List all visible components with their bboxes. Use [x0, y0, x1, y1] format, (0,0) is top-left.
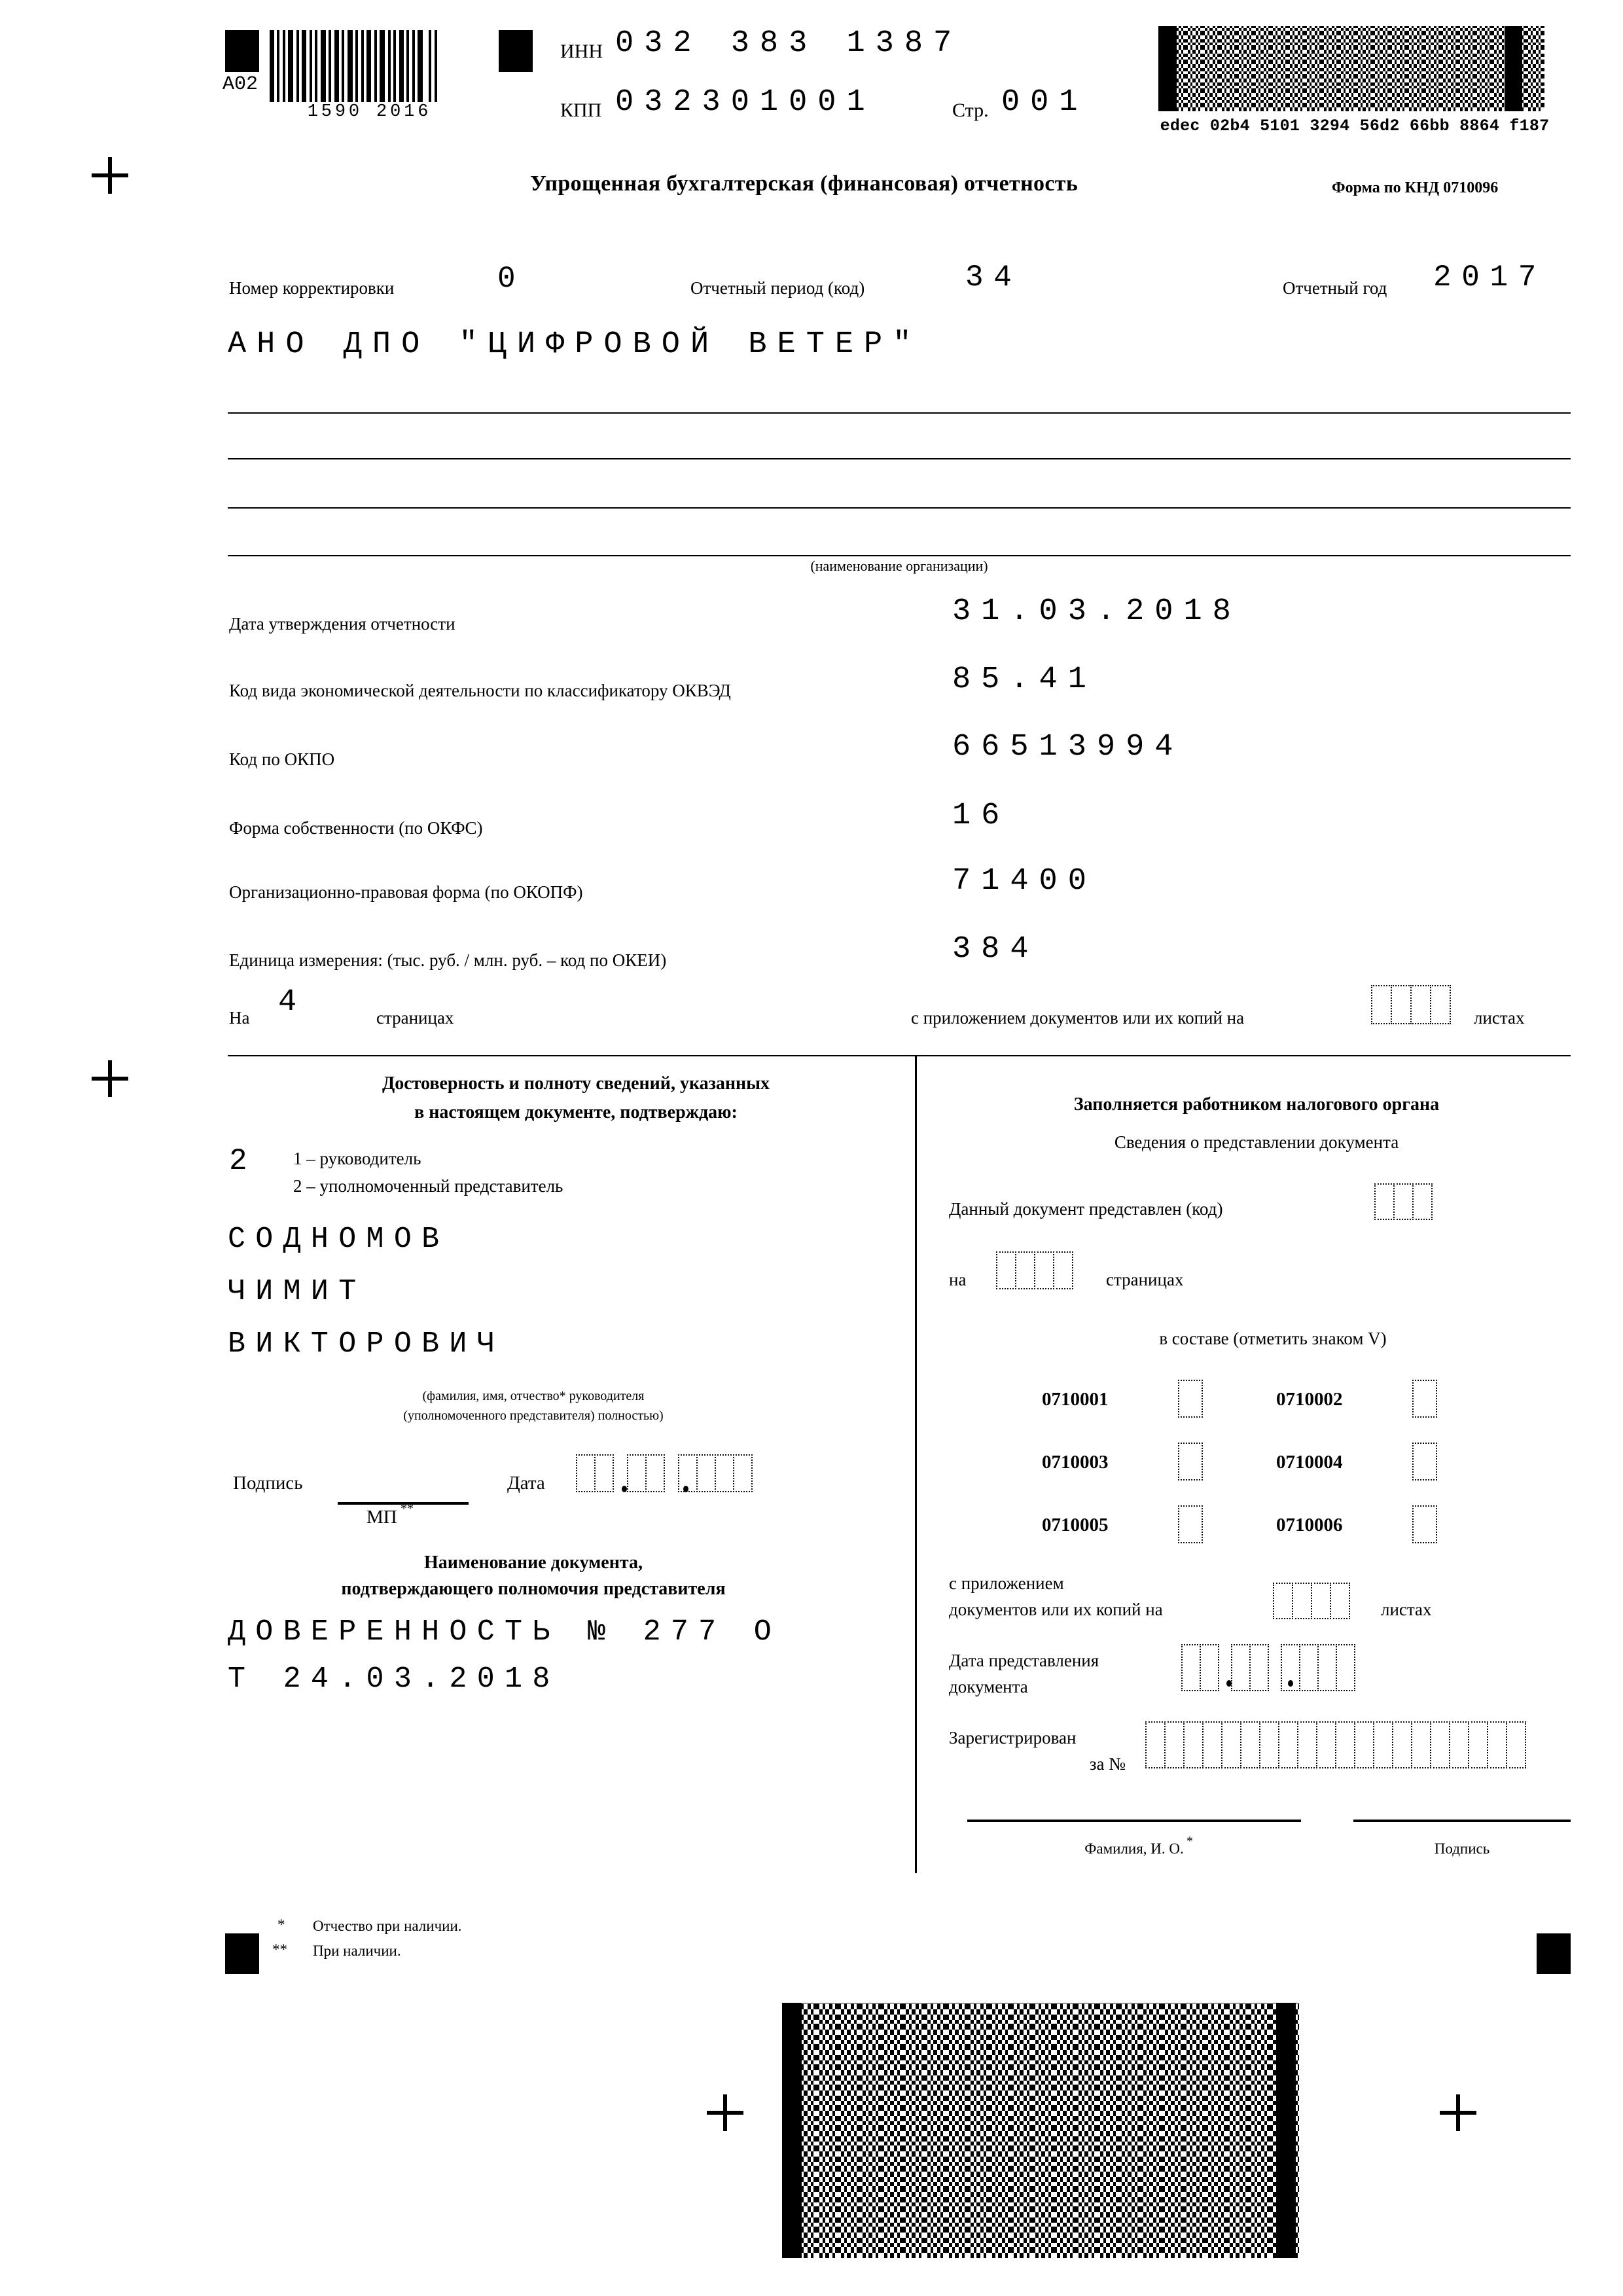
footnote-marker-0: *	[277, 1916, 285, 1933]
tax-fio-label: Фамилия, И. О.	[1084, 1840, 1184, 1857]
corner-code: A02	[223, 73, 259, 96]
cell[interactable]	[1231, 1644, 1251, 1691]
org-name-rule-4	[228, 555, 1571, 556]
kpp-value: 032301001	[615, 85, 876, 120]
cell[interactable]	[1292, 1583, 1312, 1619]
cell[interactable]	[1374, 1183, 1395, 1220]
signer-name-caption-2: (уполномоченного представителя) полностью)	[403, 1408, 664, 1423]
footnote-text-1: При наличии.	[313, 1943, 401, 1959]
signer-surname: СОДНОМОВ	[228, 1223, 450, 1256]
tax-attachment-sheets-label: листах	[1381, 1600, 1432, 1619]
cell[interactable]	[1430, 1721, 1450, 1768]
linear-barcode	[270, 30, 469, 102]
barcode-quiet-right	[1505, 26, 1522, 111]
cell[interactable]	[1053, 1251, 1073, 1289]
tax-date-cells[interactable]	[1181, 1644, 1354, 1691]
cell[interactable]	[1371, 985, 1392, 1024]
tax-fio-footnote: *	[1186, 1834, 1193, 1848]
cell[interactable]	[1183, 1721, 1204, 1768]
cell[interactable]	[1297, 1721, 1317, 1768]
tax-attachment-label-2: документов или их копий на	[949, 1600, 1163, 1619]
cell[interactable]	[594, 1454, 614, 1492]
form-code: Форма по КНД 0710096	[1332, 179, 1499, 196]
cell[interactable]	[733, 1454, 753, 1492]
form-code-4: 0710005	[1042, 1515, 1109, 1535]
form-checkbox-0[interactable]	[1178, 1380, 1203, 1418]
cell[interactable]	[1392, 1721, 1412, 1768]
form-code-1: 0710002	[1276, 1389, 1343, 1410]
cell[interactable]	[1411, 1721, 1431, 1768]
page-title: Упрощенная бухгалтерская (финансовая) отчетность	[530, 171, 1079, 196]
attachment-sheets-label: листах	[1474, 1008, 1525, 1028]
cell[interactable]	[696, 1454, 716, 1492]
organization-caption: (наименование организации)	[810, 558, 988, 574]
field-label-0: Дата утверждения отчетности	[229, 614, 455, 634]
doc-title-line1: Наименование документа,	[424, 1552, 643, 1573]
crop-mark-bottom-right	[1440, 2094, 1476, 2131]
tax-fio-rule	[967, 1820, 1301, 1822]
doc-value-line2: Т 24.03.2018	[228, 1662, 560, 1696]
barcode-checksum: edec 02b4 5101 3294 56d2 66bb 8864 f187	[1160, 117, 1550, 135]
field-value-0: 31.03.2018	[952, 594, 1241, 629]
field-value-2: 66513994	[952, 730, 1184, 764]
footnote-marker-1: **	[272, 1941, 287, 1958]
cell[interactable]	[996, 1251, 1016, 1289]
pages-on-label: На	[229, 1008, 250, 1028]
cell[interactable]	[1487, 1721, 1507, 1768]
panel-vertical-divider	[915, 1055, 917, 1873]
cell[interactable]	[1393, 1183, 1414, 1220]
page-label: Стр.	[952, 99, 989, 121]
doc-title-line2: подтверждающего полномочия представителя	[341, 1579, 726, 1599]
cell[interactable]	[627, 1454, 647, 1492]
signer-name-caption-1: (фамилия, имя, отчество* руководителя	[422, 1389, 645, 1403]
registered-label-1: Зарегистрирован	[949, 1728, 1077, 1748]
signature-label: Подпись	[233, 1473, 303, 1494]
year-value: 2017	[1433, 260, 1546, 295]
cell[interactable]	[1335, 1721, 1355, 1768]
cell[interactable]	[1181, 1644, 1201, 1691]
tax-signature-label: Подпись	[1434, 1840, 1490, 1857]
cell[interactable]	[1015, 1251, 1035, 1289]
barcode-quiet-left	[1158, 26, 1177, 111]
org-name-rule-1	[228, 412, 1571, 414]
period-label: Отчетный период (код)	[690, 278, 865, 298]
cell[interactable]	[1164, 1721, 1185, 1768]
cell[interactable]	[1336, 1644, 1355, 1691]
date-dot-1	[622, 1486, 627, 1492]
field-value-3: 16	[952, 798, 1010, 833]
correction-label: Номер корректировки	[229, 278, 395, 298]
stamp-footnote: **	[401, 1501, 414, 1516]
bottom-barcode-quiet-right	[1276, 2003, 1296, 2258]
organization-name: АНО ДПО "ЦИФРОВОЙ ВЕТЕР"	[228, 327, 922, 362]
submitted-code-cells[interactable]	[1374, 1183, 1431, 1220]
date-dot-2	[683, 1486, 688, 1492]
form-code-2: 0710003	[1042, 1452, 1109, 1473]
signature-date-label: Дата	[507, 1473, 545, 1494]
registered-label-2: за №	[1089, 1754, 1126, 1774]
corner-mark-bottom-left	[225, 1933, 259, 1974]
cell[interactable]	[1278, 1721, 1298, 1768]
pages-label: страницах	[376, 1008, 454, 1028]
field-value-5: 384	[952, 932, 1039, 967]
tax-signature-rule	[1353, 1820, 1571, 1822]
registered-number-cells[interactable]	[1145, 1721, 1525, 1768]
period-value: 34	[965, 260, 1022, 295]
field-label-3: Форма собственности (по ОКФС)	[229, 818, 483, 838]
cell[interactable]	[1311, 1583, 1331, 1619]
cell[interactable]	[1316, 1721, 1336, 1768]
form-checkbox-1[interactable]	[1412, 1380, 1437, 1418]
tax-attachment-label-1: с приложением	[949, 1573, 1064, 1593]
composition-label: в составе (отметить знаком V)	[1159, 1329, 1387, 1348]
crop-mark-left-middle	[92, 1060, 128, 1097]
cell[interactable]	[1506, 1721, 1526, 1768]
tax-date-label-1: Дата представления	[949, 1651, 1099, 1670]
tax-office-subtitle: Сведения о представлении документа	[1114, 1132, 1399, 1152]
signature-date-cells[interactable]	[576, 1454, 751, 1492]
field-value-1: 85.41	[952, 662, 1097, 697]
crop-mark-bottom-left	[707, 2094, 743, 2131]
cell[interactable]	[645, 1454, 665, 1492]
stamp-label: МП	[366, 1507, 397, 1528]
footnote-text-0: Отчество при наличии.	[313, 1918, 462, 1934]
tax-date-dot-1	[1226, 1680, 1232, 1687]
cell[interactable]	[715, 1454, 734, 1492]
inn-label: ИНН	[560, 41, 603, 62]
signer-type-value: 2	[229, 1144, 258, 1178]
tax-date-label-2: документа	[949, 1677, 1028, 1696]
barcode-number: 1590 2016	[307, 102, 432, 122]
tax-pages-label: страницах	[1106, 1270, 1184, 1289]
form-code-3: 0710004	[1276, 1452, 1343, 1473]
cell[interactable]	[1273, 1583, 1293, 1619]
cell[interactable]	[1354, 1721, 1374, 1768]
cell[interactable]	[1410, 985, 1431, 1024]
cell[interactable]	[1200, 1644, 1219, 1691]
cell[interactable]	[1299, 1644, 1319, 1691]
tax-pages-on-label: на	[949, 1270, 967, 1289]
bottom-pdf417-barcode	[782, 2003, 1299, 2258]
corner-mark-bottom-right	[1537, 1933, 1571, 1974]
pdf417-barcode	[1158, 26, 1544, 111]
cell[interactable]	[1412, 1183, 1433, 1220]
form-checkbox-2[interactable]	[1178, 1443, 1203, 1480]
cell[interactable]	[1202, 1721, 1222, 1768]
cell[interactable]	[1430, 985, 1451, 1024]
cell[interactable]	[1391, 985, 1412, 1024]
tax-office-title: Заполняется работником налогового органа	[1073, 1094, 1440, 1115]
signer-option-2: 2 – уполномоченный представитель	[293, 1176, 563, 1196]
cell[interactable]	[1249, 1644, 1269, 1691]
org-name-rule-3	[228, 507, 1571, 509]
attachment-sheets-cells[interactable]	[1371, 985, 1450, 1024]
cell[interactable]	[1240, 1721, 1260, 1768]
corner-mark-top-left	[225, 30, 259, 72]
field-label-2: Код по ОКПО	[229, 749, 335, 769]
form-checkbox-3[interactable]	[1412, 1443, 1437, 1480]
cell[interactable]	[1330, 1583, 1350, 1619]
doc-value-line1: ДОВЕРЕННОСТЬ № 277 О	[228, 1615, 782, 1649]
year-label: Отчетный год	[1283, 278, 1387, 298]
cell[interactable]	[576, 1454, 596, 1492]
page-value: 001	[1001, 85, 1088, 120]
attachment-label: с приложением документов или их копий на	[911, 1008, 1245, 1028]
org-name-rule-2	[228, 458, 1571, 459]
field-value-4: 71400	[952, 864, 1097, 899]
field-label-4: Организационно-правовая форма (по ОКОПФ)	[229, 882, 583, 902]
form-checkbox-4[interactable]	[1178, 1505, 1203, 1543]
signer-firstname: ЧИМИТ	[228, 1275, 366, 1308]
cell[interactable]	[1317, 1644, 1337, 1691]
cell[interactable]	[1468, 1721, 1488, 1768]
signer-patronymic: ВИКТОРОВИЧ	[228, 1327, 505, 1361]
crop-mark-left-top	[92, 157, 128, 194]
tax-date-dot-2	[1288, 1680, 1293, 1687]
form-checkbox-5[interactable]	[1412, 1505, 1437, 1543]
kpp-label: КПП	[560, 99, 602, 121]
inn-value: 032 383 1387	[615, 26, 963, 61]
corner-mark-top-mid	[499, 30, 533, 72]
tax-pages-cells[interactable]	[996, 1251, 1072, 1289]
cell[interactable]	[1373, 1721, 1393, 1768]
cell[interactable]	[1034, 1251, 1054, 1289]
panel-top-divider	[228, 1055, 1571, 1056]
submitted-code-label: Данный документ представлен (код)	[949, 1199, 1223, 1219]
cell[interactable]	[1449, 1721, 1469, 1768]
field-label-5: Единица измерения: (тыс. руб. / млн. руб. – код по ОКЕИ)	[229, 950, 667, 970]
signer-option-1: 1 – руководитель	[293, 1149, 421, 1168]
correction-value: 0	[497, 262, 526, 296]
form-code-5: 0710006	[1276, 1515, 1343, 1535]
bottom-barcode-quiet-left	[782, 2003, 802, 2258]
pages-value: 4	[278, 985, 308, 1020]
cell[interactable]	[1145, 1721, 1166, 1768]
field-label-1: Код вида экономической деятельности по классификатору ОКВЭД	[229, 681, 731, 700]
form-code-0: 0710001	[1042, 1389, 1109, 1410]
confirm-title-line2: в настоящем документе, подтверждаю:	[414, 1102, 738, 1122]
tax-attachment-cells[interactable]	[1273, 1583, 1349, 1619]
cell[interactable]	[1259, 1721, 1279, 1768]
cell[interactable]	[1221, 1721, 1241, 1768]
confirm-title-line1: Достоверность и полноту сведений, указанных	[382, 1073, 770, 1094]
